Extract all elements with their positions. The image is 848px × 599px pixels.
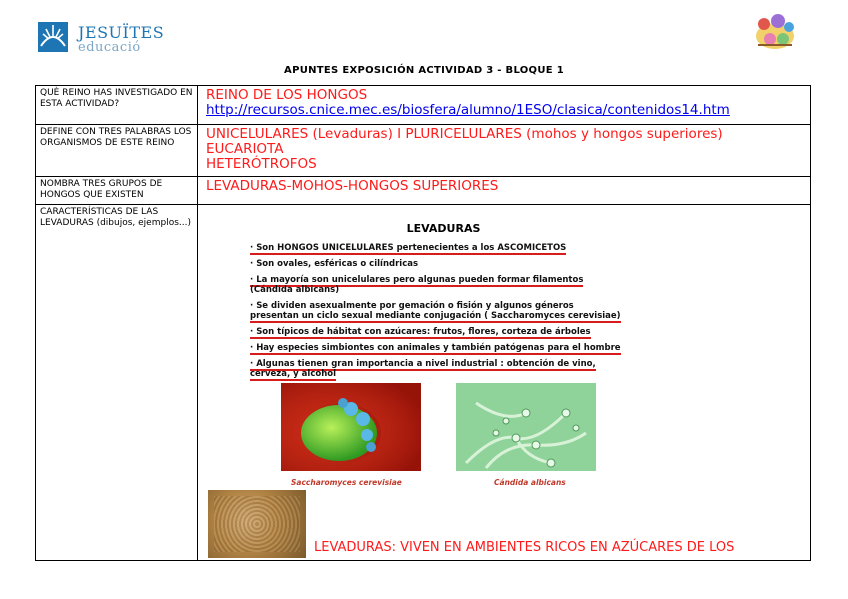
slide-bullet: · Son HONGOS UNICELULARES pertenecientes a los ASCOMICETOS [250, 243, 567, 253]
slide-bullet: · Son típicos de hábitat con azúcares: frutos, flores, corteza de árboles [250, 327, 591, 337]
yeast-sponge-photo [208, 490, 306, 558]
table-row [36, 125, 810, 177]
slide-bullet: · Se dividen asexualmente por gemación o fisión y algunos géneros [250, 301, 574, 311]
slide-bullet: · Son ovales, esféricas o cilíndricas [250, 259, 419, 269]
logo-subtitle: educació [78, 40, 141, 55]
decorative-clipart-icon [752, 12, 798, 52]
slide-bullet: · Algunas tienen gran importancia a nivel industrial : obtención de vino, [250, 359, 596, 369]
answer-cell [198, 125, 810, 176]
image-caption: Saccharomyces cerevisiae [291, 478, 402, 487]
document-title: APUNTES EXPOSICIÓN ACTIVIDAD 3 - BLOQUE 1 [284, 65, 564, 76]
answer-cell [198, 86, 810, 124]
image-caption: Cándida albicans [494, 478, 566, 487]
slide-bullet: cerveza, y alcohol [250, 369, 337, 379]
question-cell: DEFINE CON TRES PALABRAS LOS ORGANISMOS DE ESTE REINO [36, 125, 198, 176]
slide-bullet: · Hay especies simbiontes con animales y también patógenas para el hombre [250, 343, 621, 353]
candida-image [456, 383, 596, 471]
slide-bullet: · La mayoría son unicelulares pero algunas pueden formar filamentos [250, 275, 584, 285]
jesuites-logo [38, 22, 198, 56]
levaduras-slide-image [246, 213, 671, 488]
slide-bullet: presentan un ciclo sexual mediante conjugación ( Saccharomyces cerevisiae) [250, 311, 621, 321]
saccharomyces-image [281, 383, 421, 471]
notes-table [35, 85, 811, 561]
table-row [36, 205, 810, 560]
question-cell: CARACTERÍSTICAS DE LAS LEVADURAS (dibujos, ejemplos...) [36, 205, 198, 560]
slide-heading: LEVADURAS [406, 222, 481, 235]
source-link[interactable]: http://recursos.cnice.mec.es/biosfera/alumno/1ESO/clasica/contenidos14.htm [206, 102, 730, 118]
answer-line: REINO DE LOS HONGOS [206, 87, 368, 103]
answer-line: HETERÓTROFOS [206, 156, 317, 172]
answer-cell [198, 205, 810, 560]
table-row [36, 177, 810, 205]
question-cell: QUÈ REINO HAS INVESTIGADO EN ESTA ACTIVIDAD? [36, 86, 198, 124]
answer-line: UNICELULARES (Levaduras) I PLURICELULARES (mohos y hongos superiores) [206, 126, 723, 142]
logo-mark-icon [38, 22, 68, 52]
table-row [36, 86, 810, 125]
answer-line: LEVADURAS-MOHOS-HONGOS SUPERIORES [206, 178, 499, 194]
logo-name: JESUÏTES [78, 23, 165, 42]
answer-cell [198, 177, 810, 204]
question-cell: NOMBRA TRES GRUPOS DE HONGOS QUE EXISTEN [36, 177, 198, 204]
answer-line: EUCARIOTA [206, 141, 284, 157]
slide-bullet: (Cándida albicans) [250, 285, 340, 295]
bottom-answer-text: LEVADURAS: VIVEN EN AMBIENTES RICOS EN AZÚCARES DE LOS [314, 540, 735, 555]
